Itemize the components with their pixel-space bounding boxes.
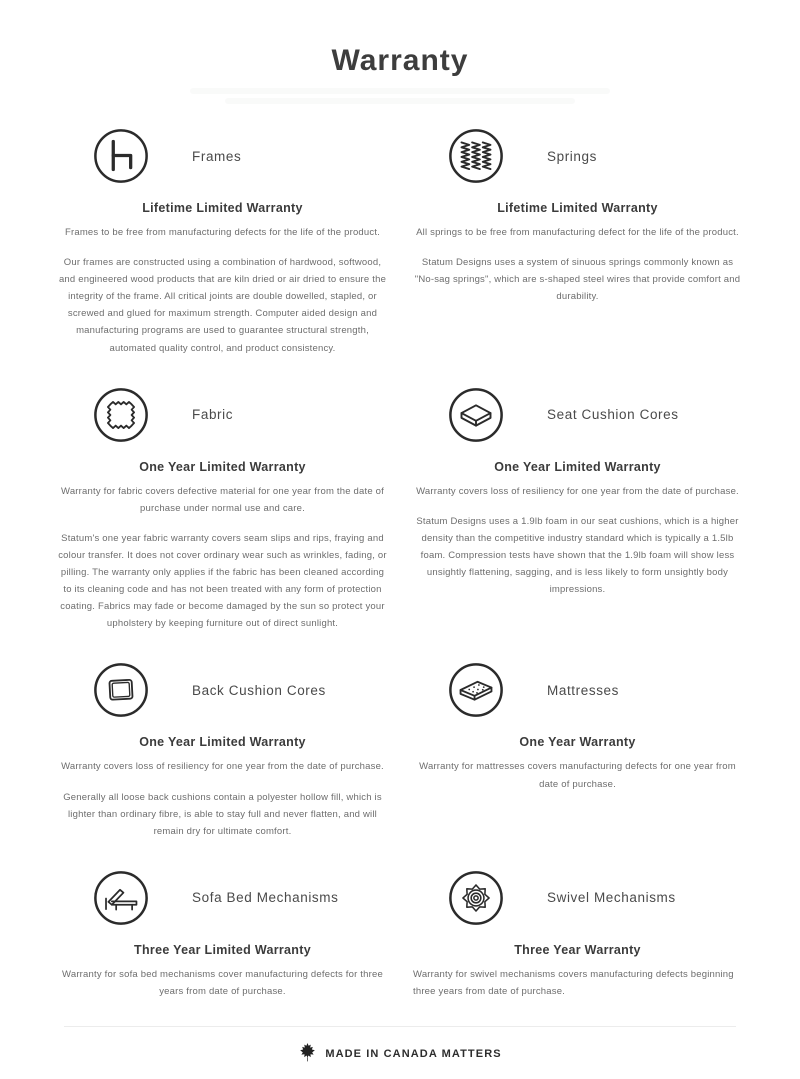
warranty-details: Generally all loose back cushions contain a polyester hollow fill, which is lighter than ordinary fibre, is able to stay full and never flatten, and will remain dry for ultimate comfort. xyxy=(63,791,382,837)
warranty-details: Statum Designs uses a system of sinuous springs commonly known as "No-sag springs", which are s-shaped steel wires that provide comfort and durability. xyxy=(414,257,741,303)
warranty-details: Statum Designs uses a 1.9lb foam in our seat cushions, which is a higher density than the competitive industry standard which is typically a 1.5lb foam. Compression tests have shown that the 1.9lb foam will show less unsightly flattening, sagging, and is less likely to form unsightly body impressions. xyxy=(416,515,739,596)
warranty-summary: All springs to be free from manufacturing defect for the life of the product. xyxy=(416,227,739,238)
section-header xyxy=(92,866,387,930)
maple-leaf-icon xyxy=(298,1042,317,1067)
faded-subtitle-line xyxy=(225,98,575,104)
section-title: Mattresses xyxy=(547,682,620,698)
chair-frame-icon xyxy=(92,127,150,185)
faded-subtitle-line xyxy=(190,88,610,94)
warranty-term: Lifetime Limited Warranty xyxy=(142,201,303,215)
footer-label: MADE IN CANADA MATTERS xyxy=(325,1048,502,1061)
section-header xyxy=(92,124,387,188)
warranty-term: Lifetime Limited Warranty xyxy=(497,201,658,215)
coil-springs-icon xyxy=(447,127,505,185)
mattress-icon xyxy=(447,661,505,719)
warranty-summary: Warranty for fabric covers defective material for one year from the date of purchase under normal use and care. xyxy=(61,485,384,514)
section-header xyxy=(447,383,742,447)
warranty-term: Three Year Warranty xyxy=(514,942,641,957)
section-title: Springs xyxy=(547,148,597,164)
warranty-term: One Year Limited Warranty xyxy=(139,459,306,474)
section-springs xyxy=(411,118,744,377)
pillow-icon xyxy=(92,661,150,719)
section-header xyxy=(447,124,742,188)
warranty-term: One Year Warranty xyxy=(519,735,636,750)
warranty-grid xyxy=(56,118,744,1020)
section-frames xyxy=(56,118,389,377)
section-mattresses xyxy=(411,652,744,859)
warranty-term: Three Year Limited Warranty xyxy=(134,942,311,957)
warranty-summary: Frames to be free from manufacturing defects for the life of the product. xyxy=(64,227,381,238)
warranty-details: Our frames are constructed using a combination of hardwood, softwood, and engineered wood products that are kiln dried or air dried to ensure the integrity of the frame. All critical joints are double dowelled, stapled, or screwed and glued for maximum strength. Computer aided design and manufacturing programs are used to guarantee structural strength, automated quality control, and product consistency. xyxy=(58,257,387,354)
section-header xyxy=(92,383,387,447)
section-fabric xyxy=(56,377,389,653)
section-header xyxy=(447,658,742,722)
footer xyxy=(56,1027,744,1079)
warranty-summary: Warranty covers loss of resiliency for one year from the date of purchase. xyxy=(416,485,739,497)
sofa-bed-icon xyxy=(92,869,150,927)
swivel-gear-icon xyxy=(447,869,505,927)
section-title: Seat Cushion Cores xyxy=(547,407,679,423)
warranty-term: One Year Limited Warranty xyxy=(139,735,306,750)
warranty-summary: Warranty covers loss of resiliency for one year from the date of purchase. xyxy=(61,761,384,773)
section-header xyxy=(92,658,387,722)
fabric-swatch-icon xyxy=(92,386,150,444)
section-title: Fabric xyxy=(192,407,234,423)
section-sofa-bed-mechanisms xyxy=(56,860,389,1020)
warranty-details: Statum's one year fabric warranty covers seam slips and rips, fraying and colour transfer. It does not cover ordinary wear such as wrinkles, fading, or pilling. The warranty only applies if the fabric has been cleaned according to its cleaning code and has not been treated with any form of protection coating. Fabrics may fade or become damaged by the sun so protect your upholstery by keeping furniture out of direct sunlight. xyxy=(58,532,387,630)
warranty-summary: Warranty for mattresses covers manufacturing defects for one year from date of purchase. xyxy=(419,761,736,790)
section-seat-cushion-cores xyxy=(411,377,744,653)
section-title: Back Cushion Cores xyxy=(192,682,326,698)
section-back-cushion-cores xyxy=(56,652,389,859)
section-title: Swivel Mechanisms xyxy=(547,890,676,906)
warranty-summary: Warranty for swivel mechanisms covers manufacturing defects beginning three years from date of purchase. xyxy=(413,968,734,997)
seat-cushion-icon xyxy=(447,386,505,444)
faded-subtitle xyxy=(56,88,744,104)
section-swivel-mechanisms xyxy=(411,860,744,1020)
section-title: Sofa Bed Mechanisms xyxy=(192,890,339,906)
warranty-term: One Year Limited Warranty xyxy=(494,459,661,474)
warranty-summary: Warranty for sofa bed mechanisms cover manufacturing defects for three years from date of purchase. xyxy=(62,968,383,997)
page-title: Warranty xyxy=(331,44,469,77)
section-header xyxy=(447,866,742,930)
section-title: Frames xyxy=(192,148,242,164)
